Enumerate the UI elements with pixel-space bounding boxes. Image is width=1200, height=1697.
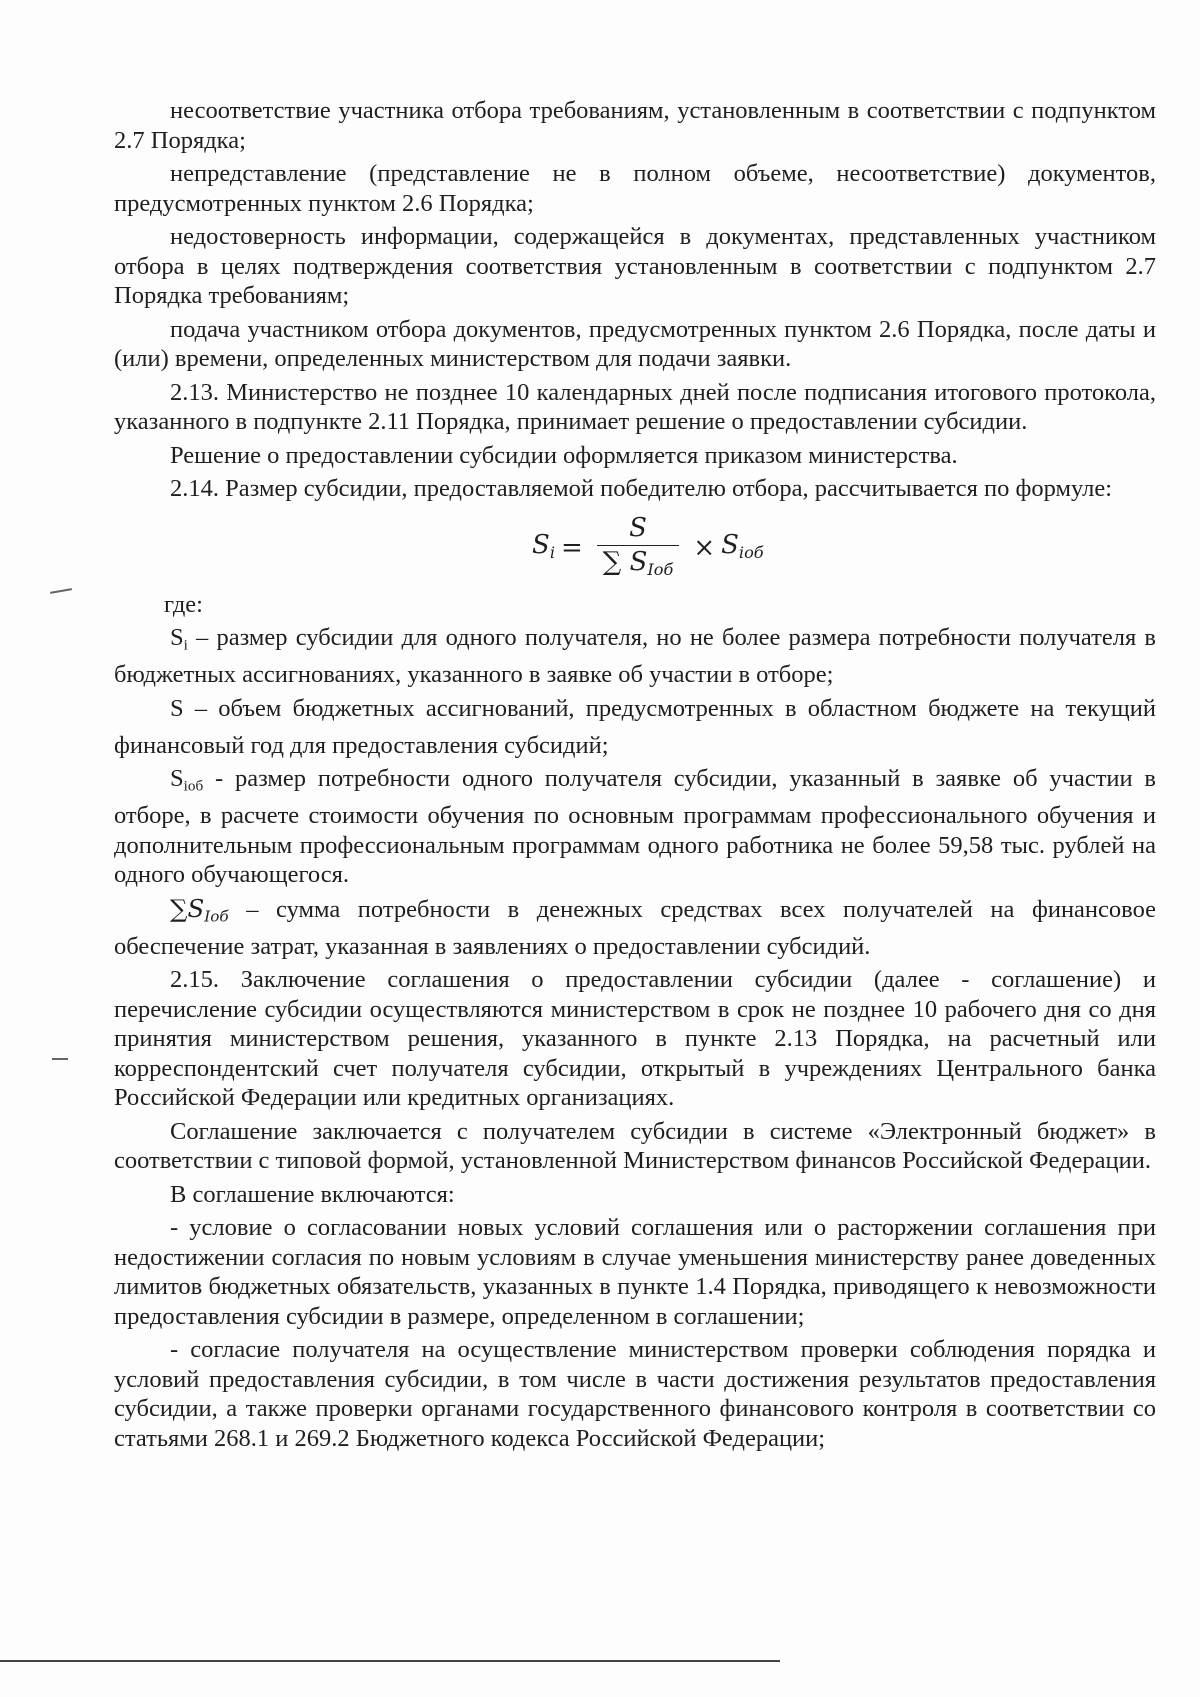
footer-rule [0, 1660, 780, 1662]
paragraph: недостоверность информации, содержащейся в документах, представленных участником отбора в целях подтверждения соответствия установленным в соответствии с подпунктом 2.7 Порядка требованиям; [114, 223, 1156, 309]
formula-equals: = [560, 533, 583, 564]
paragraph: - согласие получателя на осуществление министерством проверки соблюдения порядка и условий предоставления субсидии, в том числе в части достижения результатов предоставления субсидии, а также проверки органами государственного финансового контроля в соответствии со статьями 268.1 и 269.2 Бюджетного кодекса Российской Федерации; [114, 1336, 1156, 1452]
formula-denominator: ∑ $S_{Iоб}$ [597, 545, 680, 584]
document-body [114, 96, 1156, 1457]
formula-rhs: $S_{iоб}$ [721, 529, 764, 562]
where-label: где: [164, 590, 203, 618]
paragraph: Соглашение заключается с получателем субсидии в системе «Электронный бюджет» в соответствии с типовой формой, установленной Министерством финансов Российской Федерации. [114, 1117, 1156, 1175]
formula-times: × [693, 533, 716, 564]
formula-numerator: S [629, 512, 647, 543]
paragraph: 2.14. Размер субсидии, предоставляемой победителю отбора, рассчитывается по формуле: [170, 475, 1113, 502]
subsidy-formula [114, 508, 1156, 586]
paragraph: Решение о предоставлении субсидии оформляется приказом министерства. [170, 441, 958, 469]
definition: S – объем бюджетных ассигнований, предусмотренных в областном бюджете на текущий финансовый год для предоставления субсидий; [114, 694, 1156, 759]
margin-mark-bottom [52, 1058, 68, 1060]
definition: $S_{iоб}$ - размер потребности одного получателя субсидии, указанный в заявке об участии в отборе, в расчете стоимости обучения по основным программам профессионального обучения и дополнительным профессиональным программам одного работника не более 59,58 тыс. рублей на одного обучающегося. [114, 765, 1156, 889]
paragraph: подача участником отбора документов, предусмотренных пунктом 2.6 Порядка, после даты и (или) времени, определенных министерством для подачи заявки. [114, 315, 1156, 372]
paragraph: непредставление (представление не в полном объеме, несоответствие) документов, предусмотренных пунктом 2.6 Порядка; [114, 160, 1156, 217]
formula-lhs: $S_i$ [532, 529, 555, 562]
definition: $S_i$ – размер субсидии для одного получателя, но не более размера потребности получателя в бюджетных ассигнованиях, указанного в заявке об участии в отборе; [114, 624, 1156, 689]
paragraph: - условие о согласовании новых условий соглашения или о расторжении соглашения при недостижении согласия по новым условиям в случае уменьшения министерству ранее доведенных лимитов бюджетных обязательств, указанных в пункте 1.4 Порядка, приводящего к невозможности предоставления субсидии в размере, определенном в соглашении; [114, 1214, 1156, 1330]
formula-fraction [597, 514, 680, 585]
definition: $\sum S_{Iоб}$ – сумма потребности в денежных средствах всех получателей на финансовое обеспечение затрат, указанная в заявлениях о предоставлении субсидий. [114, 893, 1156, 960]
paragraph: 2.15. Заключение соглашения о предоставлении субсидии (далее - соглашение) и перечисление субсидии осуществляются министерством в срок не позднее 10 рабочего дня со дня принятия министерством решения, указанного в пункте 2.13 Порядка, на расчетный или корреспондентский счет получателя субсидии, открытый в учреждениях Центрального банка Российской Федерации или кредитных организациях. [114, 966, 1156, 1112]
paragraph: несоответствие участника отбора требованиям, установленным в соответствии с подпунктом 2.7 Порядка; [114, 97, 1156, 154]
paragraph: В соглашение включаются: [170, 1180, 455, 1208]
paragraph: 2.13. Министерство не позднее 10 календарных дней после подписания итогового протокола, указанного в подпункте 2.11 Порядка, принимает решение о предоставлении субсидии. [114, 378, 1156, 435]
margin-mark-top [50, 588, 72, 593]
